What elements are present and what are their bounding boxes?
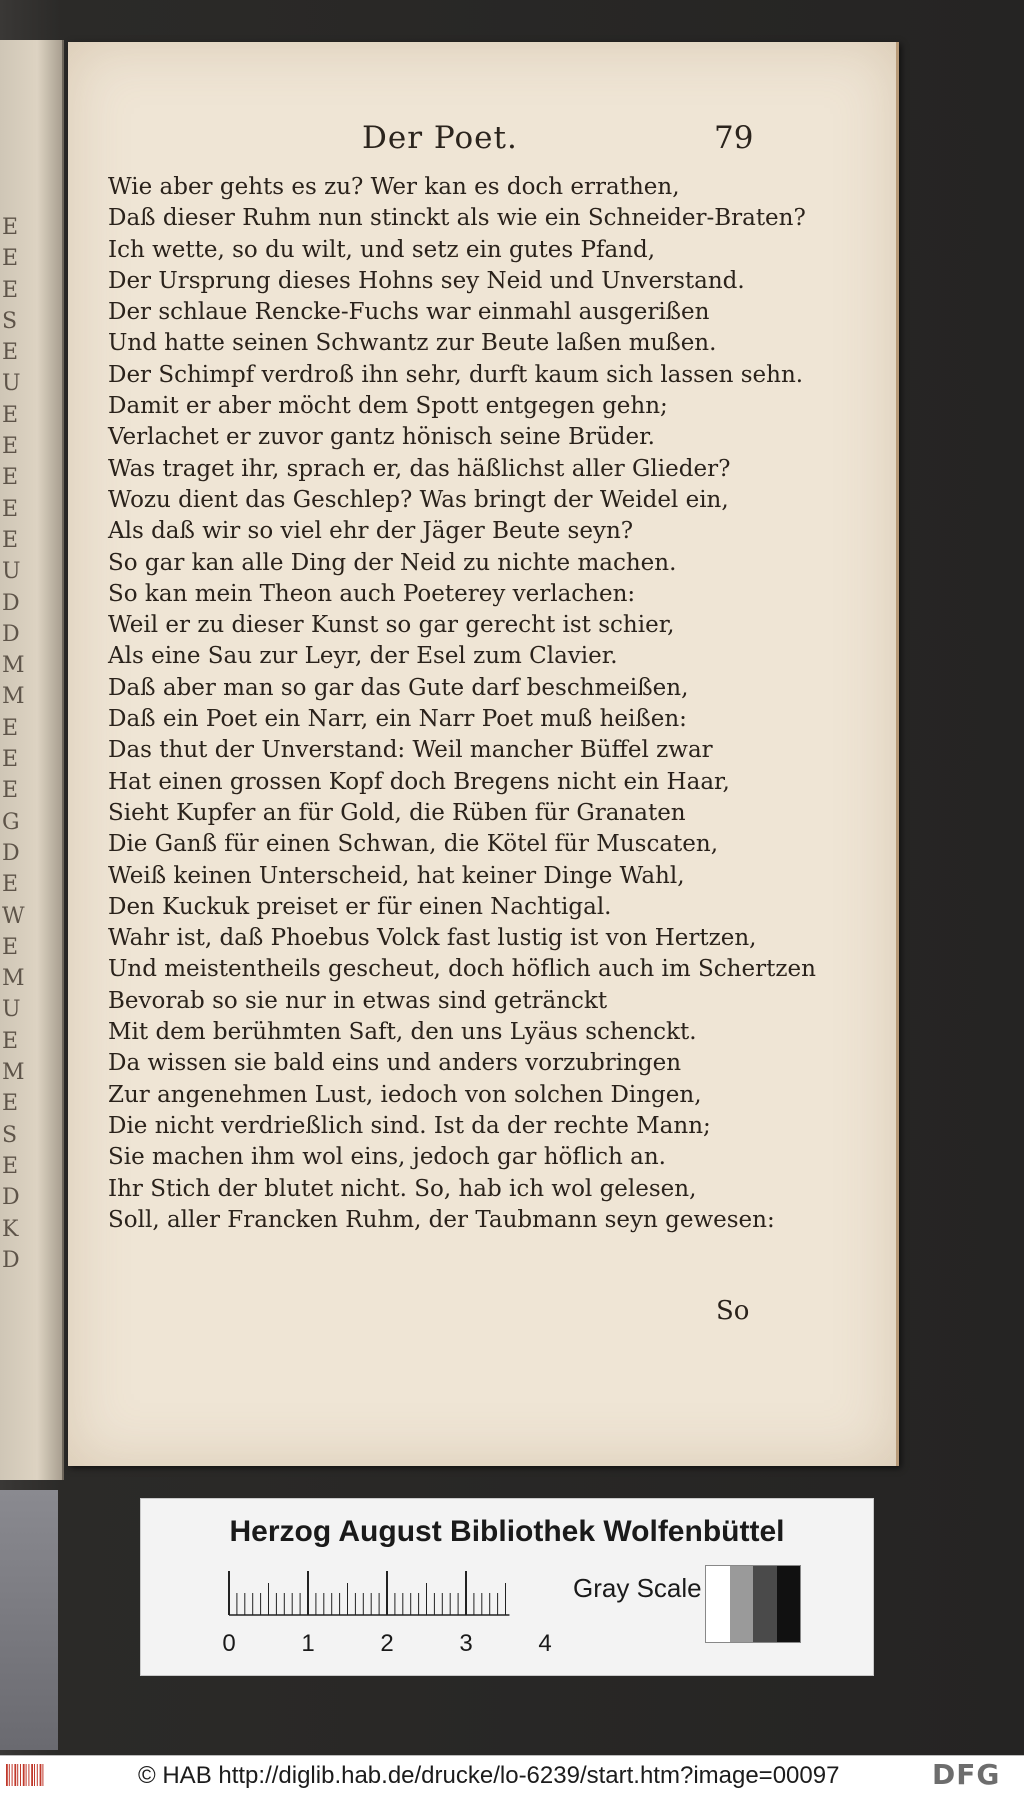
verse-line: Die Ganß für einen Schwan, die Kötel für Muscaten,	[108, 831, 719, 858]
left-page-letter: E	[2, 1028, 19, 1054]
ruler-number: 0	[222, 1630, 236, 1657]
library-label-card	[140, 1498, 874, 1676]
verse-line: Der Schimpf verdroß ihn sehr, durft kaum sich lassen sehn.	[108, 361, 804, 388]
verse-line: Verlachet er zuvor gantz hönisch seine Brüder.	[108, 424, 655, 451]
verse-line: Damit er aber möcht dem Spott entgegen gehn;	[108, 393, 668, 420]
verse-line: Sieht Kupfer an für Gold, die Rüben für Granaten	[108, 799, 686, 826]
left-page-letter: E	[2, 872, 19, 898]
left-page-letter: U	[2, 371, 21, 397]
barcode-bar	[40, 1764, 42, 1786]
ruler-number: 1	[301, 1630, 315, 1657]
verse-line: Was traget ihr, sprach er, das häßlichst aller Glieder?	[108, 455, 731, 482]
verse-text-block	[108, 172, 848, 1236]
left-page-letter: E	[2, 496, 19, 522]
left-page-letter: M	[2, 966, 25, 992]
barcode-bar	[6, 1764, 8, 1786]
ruler-number: 4	[538, 1630, 552, 1657]
page-header	[68, 120, 896, 170]
left-page-letter: U	[2, 997, 21, 1023]
dfg-logo: DFG	[932, 1758, 1001, 1791]
verse-line: Weiß keinen Unterscheid, hat keiner Dinge Wahl,	[108, 862, 685, 889]
book-page	[68, 42, 899, 1466]
left-page-letter: S	[2, 308, 18, 334]
gray-patch	[777, 1566, 801, 1642]
left-page-letter: E	[2, 1091, 19, 1117]
left-page-letter: E	[2, 715, 19, 741]
left-page-letter: S	[2, 1122, 18, 1148]
verse-line: So gar kan alle Ding der Neid zu nichte machen.	[108, 549, 677, 576]
left-page-letter: E	[2, 465, 19, 491]
barcode-bar	[23, 1764, 25, 1786]
left-page-margin-letters	[2, 212, 26, 1276]
gray-patch	[753, 1566, 777, 1642]
measurement-ruler	[221, 1567, 561, 1667]
gray-patch	[730, 1566, 754, 1642]
verse-line: Als eine Sau zur Leyr, der Esel zum Clavier.	[108, 643, 618, 670]
barcode-bar	[42, 1764, 43, 1786]
gray-scale-label: Gray Scale	[573, 1573, 702, 1603]
page-number: 79	[714, 120, 754, 156]
verse-line: Daß aber man so gar das Gute darf beschmeißen,	[108, 674, 689, 701]
left-page-letter: E	[2, 747, 19, 773]
left-facing-page	[0, 40, 64, 1480]
verse-line: Zur angenehmen Lust, iedoch von solchen Dingen,	[108, 1081, 702, 1108]
footer-bar	[0, 1755, 1024, 1794]
left-page-letter: E	[2, 434, 19, 460]
barcode-bar	[14, 1764, 16, 1786]
left-page-letter: E	[2, 934, 19, 960]
verse-line: Als daß wir so viel ehr der Jäger Beute seyn?	[108, 518, 634, 545]
verse-line: Der Ursprung dieses Hohns sey Neid und Unverstand.	[108, 267, 745, 294]
barcode-bar	[9, 1764, 10, 1786]
verse-line: Mit dem berühmten Saft, den uns Lyäus schenckt.	[108, 1019, 697, 1046]
left-page-letter: M	[2, 653, 25, 679]
left-page-letter: D	[2, 840, 20, 866]
verse-line: Und meistentheils gescheut, doch höflich auch im Schertzen	[108, 956, 816, 983]
verse-line: Den Kuckuk preiset er für einen Nachtigal.	[108, 893, 612, 920]
barcode-bar	[37, 1764, 38, 1786]
verse-line: Da wissen sie bald eins und anders vorzubringen	[108, 1050, 682, 1077]
barcode-bar	[20, 1764, 21, 1786]
verse-line: Das thut der Unverstand: Weil mancher Büffel zwar	[108, 737, 713, 764]
barcode-bar	[31, 1764, 33, 1786]
left-page-letter: W	[2, 903, 25, 929]
left-page-letter: U	[2, 559, 21, 585]
verse-line: Daß ein Poet ein Narr, ein Narr Poet muß heißen:	[108, 706, 687, 733]
ruler-number: 2	[380, 1630, 394, 1657]
gray-patch	[706, 1566, 730, 1642]
left-page-letter: E	[2, 246, 19, 272]
barcode-bar	[28, 1764, 29, 1786]
running-head: Der Poet.	[362, 120, 518, 156]
left-page-letter: M	[2, 1060, 25, 1086]
gray-scale-patches	[705, 1565, 801, 1643]
verse-line: Hat einen grossen Kopf doch Bregens nicht ein Haar,	[108, 768, 730, 795]
verse-line: Der schlaue Rencke-Fuchs war einmahl ausgerißen	[108, 299, 710, 326]
verse-line: Und hatte seinen Schwantz zur Beute laßen mußen.	[108, 330, 717, 357]
left-edge-strip	[0, 1490, 58, 1750]
barcode-bar	[17, 1764, 18, 1786]
left-page-letter: E	[2, 402, 19, 428]
verse-line: Wie aber gehts es zu? Wer kan es doch errathen,	[108, 174, 680, 200]
left-page-letter: G	[2, 809, 20, 835]
barcode-bar	[34, 1764, 35, 1786]
barcode-bar	[26, 1764, 27, 1786]
verse-line: Die nicht verdrießlich sind. Ist da der rechte Mann;	[108, 1112, 711, 1139]
verse-line: Wozu dient das Geschlep? Was bringt der Weidel ein,	[108, 486, 729, 513]
verse-line: Soll, aller Francken Ruhm, der Taubmann seyn gewesen:	[108, 1206, 775, 1233]
left-page-letter: D	[2, 1185, 20, 1211]
catchword: So	[716, 1296, 750, 1326]
verse-line: Weil er zu dieser Kunst so gar gerecht ist schier,	[108, 612, 675, 639]
verse-line: So kan mein Theon auch Poeterey verlachen:	[108, 580, 636, 607]
left-page-letter: D	[2, 590, 20, 616]
left-page-letter: E	[2, 215, 19, 240]
verse-line: Sie machen ihm wol eins, jedoch gar höflich an.	[108, 1144, 666, 1171]
verse-line: Ihr Stich der blutet nicht. So, hab ich wol gelesen,	[108, 1175, 697, 1202]
verse-line: Daß dieser Ruhm nun stinckt als wie ein Schneider-Braten?	[108, 205, 806, 232]
left-page-letter: E	[2, 1153, 19, 1179]
left-page-letter: M	[2, 684, 25, 710]
barcode-icon	[6, 1764, 46, 1786]
left-page-letter: D	[2, 1247, 20, 1273]
verse-line: Ich wette, so du wilt, und setz ein gutes Pfand,	[108, 236, 656, 263]
left-page-letter: E	[2, 778, 19, 804]
copyright-url[interactable]: © HAB http://diglib.hab.de/drucke/lo-6239/start.htm?image=00097	[138, 1762, 840, 1789]
ruler-number: 3	[459, 1630, 473, 1657]
verse-line: Bevorab so sie nur in etwas sind getränckt	[108, 987, 608, 1014]
left-page-letter: D	[2, 621, 20, 647]
verse-line: Wahr ist, daß Phoebus Volck fast lustig ist von Hertzen,	[108, 925, 757, 952]
left-page-letter: E	[2, 527, 19, 553]
library-name: Herzog August Bibliothek Wolfenbüttel	[229, 1515, 785, 1548]
left-page-letter: K	[2, 1216, 19, 1242]
left-page-letter: E	[2, 340, 19, 366]
left-page-letter: E	[2, 277, 19, 303]
barcode-bar	[12, 1764, 13, 1786]
